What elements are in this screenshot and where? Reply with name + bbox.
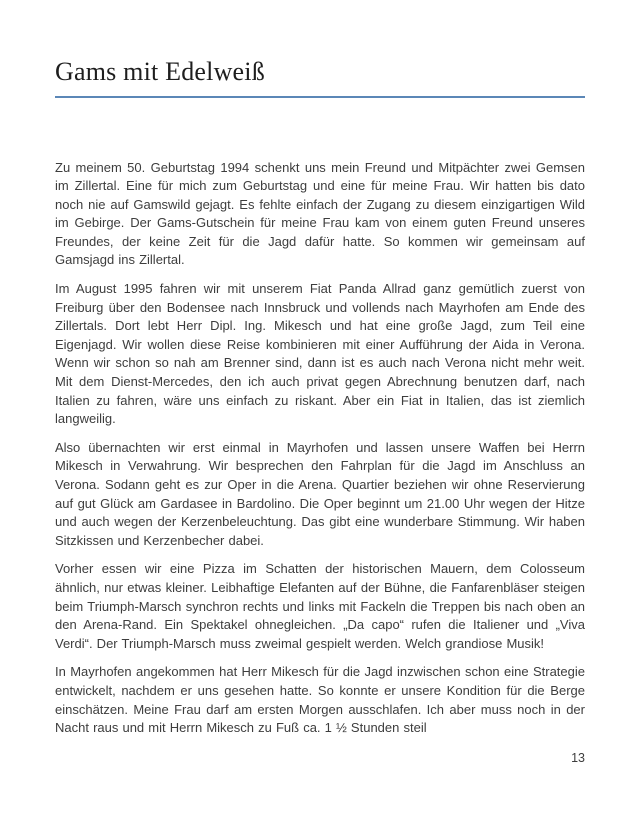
paragraph-3: Also übernachten wir erst einmal in Mayrhofen und lassen unsere Waffen bei Herrn Mikesch in Verwahrung. Wir besprechen den Fahrplan für die Jagd im Anschluss an Verona. Sodann geht es zur Oper in die Arena. Quartier beziehen wir ohne Reservierung auf gut Glück am Gardasee in Bardolino. Die Oper beginnt um 21.00 Uhr wegen der Hitze und auch wegen der Kerzenbeleuchtung. Das gibt eine wunderbare Stimmung. Wir haben Sitzkissen und Kerzenbecher dabei. bbox=[55, 439, 585, 548]
document-body bbox=[55, 159, 585, 738]
paragraph-1: Zu meinem 50. Geburtstag 1994 schenkt uns mein Freund und Mitpächter zwei Gemsen im Zillertal. Eine für mich zum Geburtstag und eine für meine Frau. Wir hatten bis dato noch nie auf Gamswild gejagt. Es fehlte einfach der Zugang zu diesem einzigartigen Wild im Gebirge. Der Gams-Gutschein für meine Frau kam von einem guten Freund unseres Freundes, der keine Zeit für die Jagd dafür hatte. So kommen wir gemeinsam auf Gamsjagd ins Zillertal. bbox=[55, 159, 585, 268]
paragraph-4: Vorher essen wir eine Pizza im Schatten der historischen Mauern, dem Colosseum ähnlich, nur etwas kleiner. Leibhaftige Elefanten auf der Bühne, die Fanfarenbläser steigen beim Triumph-Marsch synchron rechts und links mit Fackeln die Treppen bis nach oben an den Arena-Rand. Ein Spektakel ohnegleichen. „Da capo“ rufen die Italiener und „Viva Verdi“. Der Triumph-Marsch muss zweimal gespielt werden. Welch grandiose Musik! bbox=[55, 561, 585, 651]
paragraph-5: In Mayrhofen angekommen hat Herr Mikesch für die Jagd inzwischen schon eine Strategie entwickelt, nachdem er uns gesehen hatte. So konnte er unsere Kondition für die Berge einschätzen. Meine Frau darf am ersten Morgen ausschlafen. Ich aber muss noch in der Nacht raus und mit Herrn Mikesch zu Fuß ca. 1 ½ Stunden steil bbox=[55, 664, 585, 736]
document-title: Gams mit Edelweiß bbox=[55, 56, 585, 98]
page-number: 13 bbox=[571, 751, 585, 765]
paragraph-2: Im August 1995 fahren wir mit unserem Fiat Panda Allrad ganz gemütlich zuerst von Freiburg über den Bodensee nach Innsbruck und vollends nach Mayrhofen am Ende des Zillertals. Dort lebt Herr Dipl. Ing. Mikesch und hat eine große Jagd, zum Teil eine Eigenjagd. Wir wollen diese Reise kombinieren mit einer Aufführung der Aida in Verona. Wenn wir schon so nah am Brenner sind, dann ist es auch nach Verona nicht mehr weit. Mit dem Dienst-Mercedes, den ich auch privat gegen Abrechnung benutzen darf, nach Italien zu fahren, wäre uns einfach zu riskant. Aber ein Fiat in Italien, das ist ziemlich langweilig. bbox=[55, 281, 585, 427]
